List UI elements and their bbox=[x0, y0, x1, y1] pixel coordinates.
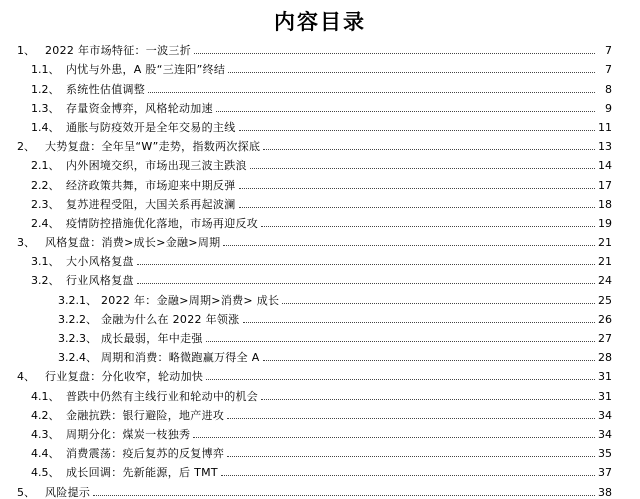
toc-leader-dots bbox=[193, 437, 595, 438]
toc-entry-title: 2022 年：金融>周期>消费> 成长 bbox=[101, 293, 280, 307]
toc-entry-title: 行业复盘：分化收窄，轮动加快 bbox=[45, 370, 204, 384]
toc-entry-page-number: 38 bbox=[598, 485, 612, 499]
toc-list bbox=[0, 38, 640, 499]
toc-entry-page-number: 24 bbox=[598, 274, 612, 288]
toc-entry[interactable] bbox=[0, 153, 640, 172]
toc-entry-page-number: 35 bbox=[598, 447, 612, 461]
toc-entry[interactable] bbox=[0, 76, 640, 95]
toc-entry[interactable] bbox=[0, 249, 640, 268]
toc-entry-number: 2、 bbox=[17, 140, 35, 154]
toc-entry-page-number: 31 bbox=[598, 389, 612, 403]
toc-entry-page-number: 9 bbox=[605, 101, 612, 115]
toc-leader-dots bbox=[93, 495, 595, 496]
toc-entry-page-number: 19 bbox=[598, 216, 612, 230]
toc-entry-number: 5、 bbox=[17, 485, 35, 499]
toc-entry-number: 3、 bbox=[17, 236, 35, 250]
toc-entry-title: 金融抗跌：银行避险，地产进攻 bbox=[66, 408, 225, 422]
toc-leader-dots bbox=[206, 341, 595, 342]
toc-entry-number: 3.2.4、 bbox=[58, 351, 97, 365]
toc-entry-page-number: 11 bbox=[598, 120, 612, 134]
toc-entry[interactable] bbox=[0, 211, 640, 230]
toc-entry[interactable] bbox=[0, 422, 640, 441]
toc-entry-title: 大势复盘：全年呈“W”走势，指数两次探底 bbox=[45, 140, 261, 154]
toc-leader-dots bbox=[239, 207, 596, 208]
toc-entry-number: 2.3、 bbox=[31, 197, 60, 211]
toc-entry-number: 4.2、 bbox=[31, 408, 60, 422]
toc-entry-number: 4.1、 bbox=[31, 389, 60, 403]
toc-leader-dots bbox=[263, 360, 595, 361]
toc-entry[interactable] bbox=[0, 268, 640, 287]
toc-entry-title: 行业风格复盘 bbox=[66, 274, 134, 288]
toc-leader-dots bbox=[263, 149, 595, 150]
toc-entry[interactable] bbox=[0, 287, 640, 306]
page-title: 内容目录 bbox=[274, 9, 366, 34]
toc-entry-number: 1.2、 bbox=[31, 82, 60, 96]
toc-entry-title: 存量资金博弈，风格轮动加速 bbox=[66, 101, 213, 115]
toc-leader-dots bbox=[137, 283, 595, 284]
toc-entry-page-number: 18 bbox=[598, 197, 612, 211]
toc-entry[interactable] bbox=[0, 345, 640, 364]
toc-entry-page-number: 37 bbox=[598, 466, 612, 480]
toc-entry-number: 3.2.1、 bbox=[58, 293, 97, 307]
toc-entry-title: 内外困境交织，市场出现三波主跌浪 bbox=[66, 159, 247, 173]
toc-entry-title: 消费震荡：疫后复苏的反复博弈 bbox=[66, 447, 225, 461]
toc-leader-dots bbox=[282, 303, 595, 304]
toc-leader-dots bbox=[137, 264, 595, 265]
toc-entry-title: 复苏进程受阻，大国关系再起波澜 bbox=[66, 197, 236, 211]
toc-entry[interactable] bbox=[0, 326, 640, 345]
toc-entry[interactable] bbox=[0, 460, 640, 479]
toc-entry-title: 周期和消费：略微跑赢万得全 A bbox=[101, 351, 260, 365]
toc-entry-number: 3.2、 bbox=[31, 274, 60, 288]
toc-entry-page-number: 31 bbox=[598, 370, 612, 384]
toc-entry-number: 1.1、 bbox=[31, 63, 60, 77]
toc-leader-dots bbox=[206, 379, 595, 380]
toc-leader-dots bbox=[250, 168, 595, 169]
toc-entry-title: 大小风格复盘 bbox=[66, 255, 134, 269]
toc-entry-number: 4.5、 bbox=[31, 466, 60, 480]
toc-entry-page-number: 26 bbox=[598, 312, 612, 326]
toc-entry[interactable] bbox=[0, 172, 640, 191]
toc-entry-page-number: 7 bbox=[605, 44, 612, 58]
toc-leader-dots bbox=[227, 418, 595, 419]
toc-entry-page-number: 14 bbox=[598, 159, 612, 173]
toc-leader-dots bbox=[239, 130, 596, 131]
toc-entry-number: 4.3、 bbox=[31, 427, 60, 441]
toc-entry-title: 成长最弱，年中走强 bbox=[101, 332, 203, 345]
toc-entry-title: 疫情防控措施优化落地，市场再迎反攻 bbox=[66, 216, 259, 230]
toc-leader-dots bbox=[148, 92, 595, 93]
toc-entry-page-number: 13 bbox=[598, 140, 612, 154]
toc-leader-dots bbox=[221, 475, 595, 476]
toc-leader-dots bbox=[194, 53, 595, 54]
toc-entry[interactable] bbox=[0, 383, 640, 402]
toc-entry-page-number: 7 bbox=[605, 63, 612, 77]
toc-entry-page-number: 17 bbox=[598, 178, 612, 192]
toc-entry-number: 4.4、 bbox=[31, 447, 60, 461]
toc-entry-number: 1.4、 bbox=[31, 120, 60, 134]
toc-entry-title: 成长回调：先新能源，后 TMT bbox=[66, 466, 218, 480]
toc-entry[interactable] bbox=[0, 403, 640, 422]
toc-entry-page-number: 21 bbox=[598, 255, 612, 269]
toc-entry-number: 3.2.3、 bbox=[58, 332, 97, 345]
toc-entry-title: 周期分化：煤炭一枝独秀 bbox=[66, 427, 191, 441]
toc-entry-page-number: 8 bbox=[605, 82, 612, 96]
toc-entry-number: 3.2.2、 bbox=[58, 312, 97, 326]
toc-entry[interactable] bbox=[0, 441, 640, 460]
toc-leader-dots bbox=[239, 188, 596, 189]
toc-entry-number: 2.1、 bbox=[31, 159, 60, 173]
toc-leader-dots bbox=[227, 456, 595, 457]
toc-entry-number: 2.4、 bbox=[31, 216, 60, 230]
toc-entry-title: 金融为什么在 2022 年领涨 bbox=[101, 312, 240, 326]
toc-entry-title: 普跌中仍然有主线行业和轮动中的机会 bbox=[66, 389, 259, 403]
toc-entry[interactable] bbox=[0, 38, 640, 57]
toc-entry-title: 通胀与防疫效开是全年交易的主线 bbox=[66, 120, 236, 134]
toc-entry[interactable] bbox=[0, 134, 640, 153]
toc-entry-page-number: 34 bbox=[598, 427, 612, 441]
toc-entry-page-number: 21 bbox=[598, 236, 612, 250]
toc-entry-title: 风格复盘：消费>成长>金融>周期 bbox=[45, 236, 221, 250]
toc-entry[interactable] bbox=[0, 192, 640, 211]
toc-entry[interactable] bbox=[0, 230, 640, 249]
toc-entry-number: 1.3、 bbox=[31, 101, 60, 115]
toc-leader-dots bbox=[243, 322, 596, 323]
toc-leader-dots bbox=[261, 226, 595, 227]
toc-entry-number: 3.1、 bbox=[31, 255, 60, 269]
toc-entry-number: 2.2、 bbox=[31, 178, 60, 192]
toc-entry-title: 系统性估值调整 bbox=[66, 82, 146, 96]
toc-entry-page-number: 27 bbox=[598, 332, 612, 345]
toc-entry[interactable] bbox=[0, 307, 640, 326]
toc-leader-dots bbox=[228, 72, 595, 73]
toc-entry-number: 1、 bbox=[17, 44, 35, 58]
toc-entry[interactable] bbox=[0, 364, 640, 383]
toc-leader-dots bbox=[223, 245, 595, 246]
toc-entry-page-number: 25 bbox=[598, 293, 612, 307]
toc-leader-dots bbox=[216, 111, 595, 112]
toc-entry-title: 内忧与外患，A 股“三连阳”终结 bbox=[66, 63, 226, 77]
toc-entry[interactable] bbox=[0, 115, 640, 134]
toc-entry-number: 4、 bbox=[17, 370, 35, 384]
toc-entry-page-number: 34 bbox=[598, 408, 612, 422]
toc-entry-title: 2022 年市场特征：一波三折 bbox=[45, 44, 191, 58]
toc-entry[interactable] bbox=[0, 57, 640, 76]
toc-entry-title: 经济政策共舞，市场迎来中期反弹 bbox=[66, 178, 236, 192]
toc-entry[interactable] bbox=[0, 96, 640, 115]
toc-entry[interactable] bbox=[0, 479, 640, 498]
toc-leader-dots bbox=[261, 399, 595, 400]
toc-entry-title: 风险提示 bbox=[45, 485, 91, 499]
toc-entry-page-number: 28 bbox=[598, 351, 612, 365]
